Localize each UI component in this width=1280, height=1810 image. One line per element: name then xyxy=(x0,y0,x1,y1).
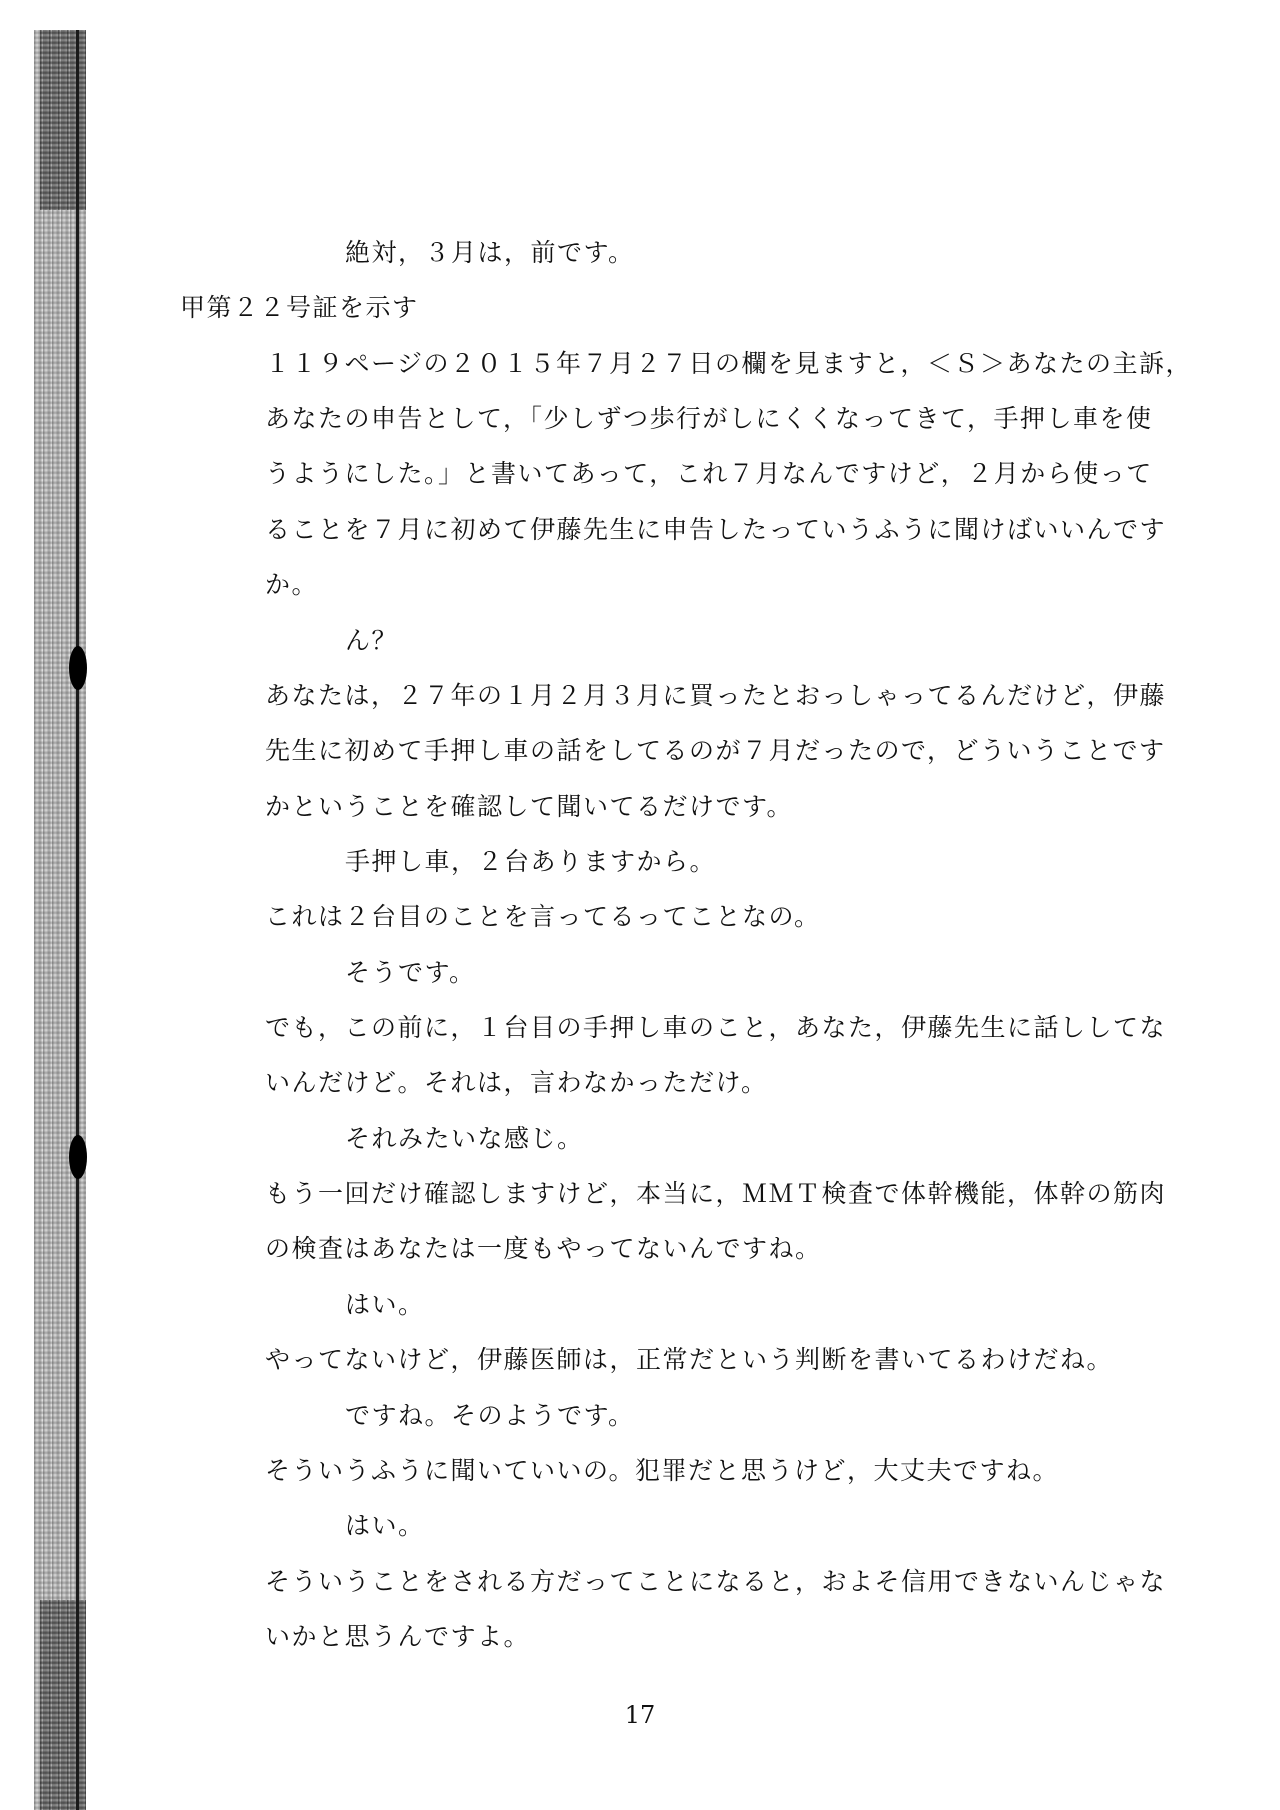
question-line: か。 xyxy=(265,570,319,599)
answer-line: はい。 xyxy=(345,1511,425,1540)
question-line: ることを７月に初めて伊藤先生に申告したっていうふうに聞けばいいんです xyxy=(265,515,1167,544)
question-line: そういうことをされる方だってことになると，およそ信用できないんじゃな xyxy=(265,1567,1167,1596)
question-line: もう一回だけ確認しますけど，本当に，ＭＭＴ検査で体幹機能，体幹の筋肉 xyxy=(265,1179,1167,1208)
answer-line: はい。 xyxy=(345,1290,425,1319)
answer-line: 絶対，３月は，前です。 xyxy=(345,238,635,267)
question-line: これは２台目のことを言ってるってことなの。 xyxy=(265,902,821,931)
answer-line: ん？ xyxy=(345,626,399,655)
exhibit-heading: 甲第２２号証を示す xyxy=(180,293,419,322)
question-line: いかと思うんですよ。 xyxy=(265,1622,531,1651)
answer-line: そうです。 xyxy=(345,958,476,987)
answer-line: それみたいな感じ。 xyxy=(345,1124,584,1153)
answer-line: ですね。そのようです。 xyxy=(345,1401,635,1430)
page-number: 17 xyxy=(624,1701,656,1729)
question-line: やってないけど，伊藤医師は，正常だという判断を書いてるわけだね。 xyxy=(265,1345,1114,1374)
question-line: でも，この前に，１台目の手押し車のこと，あなた，伊藤先生に話ししてな xyxy=(265,1013,1167,1042)
question-line: あなたの申告として，「少しずつ歩行がしにくくなってきて，手押し車を使 xyxy=(265,404,1153,433)
question-line: １１９ページの２０１５年７月２７日の欄を見ますと，＜Ｓ＞あなたの主訴， xyxy=(265,349,1193,378)
question-line: かということを確認して聞いてるだけです。 xyxy=(265,792,794,821)
question-line: 先生に初めて手押し車の話をしてるのが７月だったので，どういうことです xyxy=(265,736,1166,765)
answer-line: 手押し車，２台ありますから。 xyxy=(345,847,717,876)
question-line: うようにした。」と書いてあって，これ７月なんですけど，２月から使って xyxy=(265,459,1153,488)
question-line: あなたは，２７年の１月２月３月に買ったとおっしゃってるんだけど，伊藤 xyxy=(265,681,1167,710)
question-line: いんだけど。それは，言わなかっただけ。 xyxy=(265,1068,768,1097)
question-line: の検査はあなたは一度もやってないんですね。 xyxy=(265,1234,822,1263)
question-line: そういうふうに聞いていいの。犯罪だと思うけど，大丈夫ですね。 xyxy=(265,1456,1060,1485)
